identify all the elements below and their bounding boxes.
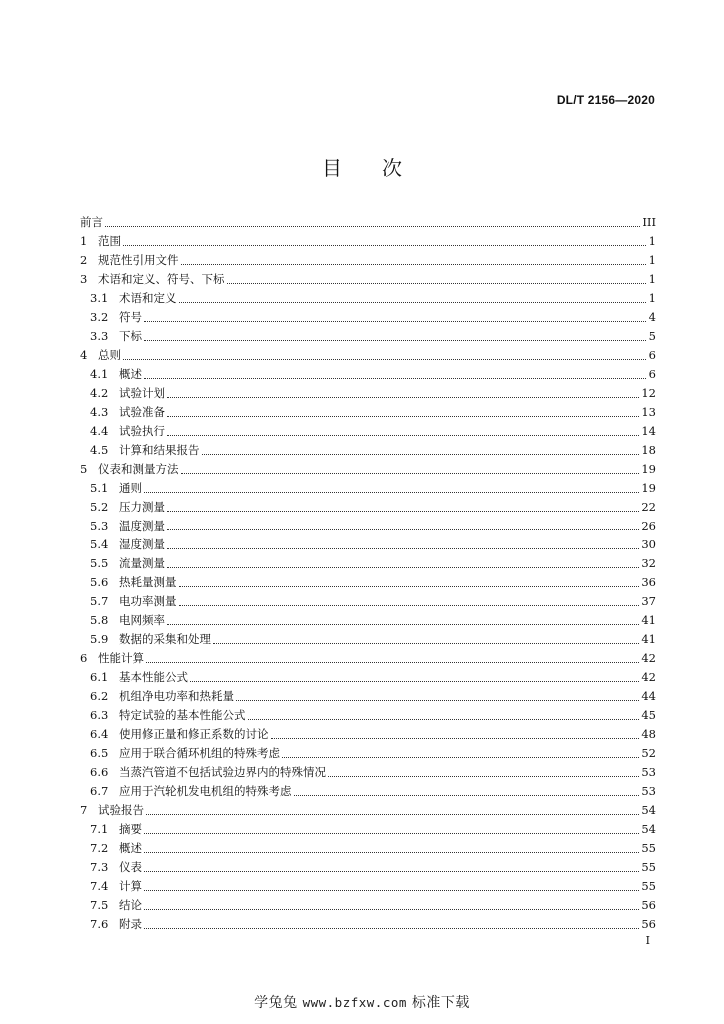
toc-leader-dots: [167, 415, 639, 417]
toc-entry-page: 42: [641, 670, 656, 685]
toc-entry-label: 基本性能公式: [119, 670, 188, 685]
toc-leader-dots: [190, 680, 639, 682]
toc-entry[interactable]: [80, 384, 656, 403]
watermark-site: www.bzfxw.com: [302, 995, 407, 1010]
toc-leader-dots: [179, 604, 640, 606]
toc-entry-number: 7.5: [90, 897, 109, 912]
toc-entry-page: 4: [648, 309, 656, 324]
toc-entry-label: 计算: [119, 878, 142, 893]
toc-leader-dots: [328, 775, 639, 777]
toc-entry-page: 55: [641, 859, 656, 874]
toc-entry-number: 7.3: [90, 859, 109, 874]
toc-entry-label: 湿度测量: [119, 537, 165, 552]
toc-entry-label: 规范性引用文件: [98, 252, 179, 267]
toc-entry-number: 5: [80, 461, 88, 476]
table-of-contents: [80, 213, 656, 934]
document-code: DL/T 2156—2020: [556, 93, 655, 107]
toc-leader-dots: [123, 244, 646, 246]
toc-entry-page: 32: [641, 556, 656, 571]
toc-entry[interactable]: [80, 858, 656, 877]
toc-leader-dots: [179, 585, 640, 587]
toc-leader-dots: [294, 794, 640, 796]
toc-leader-dots: [144, 320, 646, 322]
toc-entry[interactable]: [80, 573, 656, 592]
toc-entry-number: 4: [80, 347, 88, 362]
toc-entry-number: 7.2: [90, 840, 109, 855]
toc-entry[interactable]: [80, 422, 656, 441]
toc-entry-label: 术语和定义、符号、下标: [98, 271, 225, 286]
toc-entry-page: 19: [641, 461, 656, 476]
toc-leader-dots: [167, 528, 639, 530]
toc-entry-number: 6.3: [90, 708, 109, 723]
toc-leader-dots: [167, 623, 639, 625]
toc-entry-page: 37: [641, 594, 656, 609]
toc-entry[interactable]: [80, 441, 656, 460]
toc-leader-dots: [144, 927, 639, 929]
toc-entry-label: 压力测量: [119, 499, 165, 514]
toc-entry-number: 4.5: [90, 442, 109, 457]
toc-entry-number: 5.1: [90, 480, 109, 495]
toc-entry[interactable]: [80, 744, 656, 763]
toc-entry-number: 7.6: [90, 916, 109, 931]
toc-entry-page: 1: [648, 233, 656, 248]
toc-entry-label: 前言: [80, 215, 103, 229]
toc-entry-label: 试验执行: [119, 423, 165, 438]
toc-entry-label: 电网频率: [119, 613, 165, 628]
toc-entry-number: 7: [80, 803, 88, 818]
toc-leader-dots: [105, 225, 640, 227]
toc-entry-page: 1: [648, 252, 656, 267]
toc-entry[interactable]: [80, 668, 656, 687]
toc-leader-dots: [167, 547, 639, 549]
toc-entry[interactable]: [80, 479, 656, 498]
toc-leader-dots: [181, 263, 647, 265]
toc-leader-dots: [167, 510, 639, 512]
toc-leader-dots: [144, 339, 646, 341]
toc-entry-number: 2: [80, 252, 88, 267]
toc-entry-number: 4.3: [90, 404, 109, 419]
toc-entry-number: 6.2: [90, 689, 109, 704]
toc-entry-label: 术语和定义: [119, 290, 177, 305]
toc-leader-dots: [167, 566, 639, 568]
toc-entry-page: 14: [641, 423, 656, 438]
toc-entry[interactable]: [80, 346, 656, 365]
toc-leader-dots: [167, 434, 639, 436]
toc-entry-page: 53: [641, 765, 656, 780]
toc-leader-dots: [179, 301, 647, 303]
toc-entry[interactable]: [80, 365, 656, 384]
toc-entry-number: 5.6: [90, 575, 109, 590]
toc-entry-label: 特定试验的基本性能公式: [119, 708, 246, 723]
toc-entry-page: 54: [641, 803, 656, 818]
toc-entry-number: 6.6: [90, 765, 109, 780]
toc-leader-dots: [144, 908, 639, 910]
toc-entry-page: 55: [641, 878, 656, 893]
toc-entry-page: 56: [641, 897, 656, 912]
toc-entry[interactable]: [80, 289, 656, 308]
toc-entry-label: 应用于联合循环机组的特殊考虑: [119, 746, 280, 761]
toc-leader-dots: [236, 699, 639, 701]
toc-entry-number: 1: [80, 233, 88, 248]
toc-leader-dots: [146, 813, 639, 815]
toc-entry[interactable]: [80, 460, 656, 479]
toc-entry-label: 仪表和测量方法: [98, 461, 179, 476]
toc-entry-page: 30: [641, 537, 656, 552]
toc-entry[interactable]: [80, 270, 656, 289]
toc-leader-dots: [282, 756, 639, 758]
toc-entry-number: 6: [80, 651, 88, 666]
toc-leader-dots: [271, 737, 640, 739]
toc-entry-label: 机组净电功率和热耗量: [119, 689, 234, 704]
toc-entry-label: 试验报告: [98, 803, 144, 818]
toc-entry-label: 总则: [98, 347, 121, 362]
toc-entry-page: 13: [641, 404, 656, 419]
toc-entry-page: 12: [641, 385, 656, 400]
toc-entry-page: 22: [641, 499, 656, 514]
toc-leader-dots: [202, 453, 640, 455]
toc-leader-dots: [144, 870, 639, 872]
toc-entry-page: 42: [641, 651, 656, 666]
toc-entry-label: 通则: [119, 480, 142, 495]
toc-entry-label: 结论: [119, 897, 142, 912]
toc-entry-page: 1: [648, 290, 656, 305]
toc-entry-label: 试验准备: [119, 404, 165, 419]
toc-entry-page: 53: [641, 784, 656, 799]
toc-entry-page: 6: [648, 347, 656, 362]
toc-leader-dots: [144, 889, 639, 891]
toc-entry[interactable]: [80, 403, 656, 422]
toc-entry-label: 计算和结果报告: [119, 442, 200, 457]
toc-entry-number: 5.4: [90, 537, 109, 552]
toc-entry[interactable]: [80, 820, 656, 839]
toc-entry-page: 26: [641, 518, 656, 533]
toc-entry-page: 6: [648, 366, 656, 381]
toc-entry-number: 6.5: [90, 746, 109, 761]
toc-entry-label: 摘要: [119, 822, 142, 836]
toc-entry-page: 19: [641, 480, 656, 495]
toc-entry[interactable]: [80, 251, 656, 270]
toc-entry-page: 54: [641, 822, 656, 836]
toc-entry[interactable]: [80, 915, 656, 934]
toc-entry-label: 试验计划: [119, 385, 165, 400]
toc-entry-number: 3.3: [90, 328, 109, 343]
toc-entry-label: 附录: [119, 916, 142, 931]
toc-leader-dots: [144, 491, 639, 493]
toc-entry-page: 44: [641, 689, 656, 704]
toc-entry-page: 45: [641, 708, 656, 723]
toc-entry-number: 5.7: [90, 594, 109, 609]
toc-entry-number: 3.1: [90, 290, 109, 305]
toc-leader-dots: [144, 832, 639, 834]
toc-entry-number: 5.5: [90, 556, 109, 571]
toc-entry-number: 6.1: [90, 670, 109, 685]
toc-entry[interactable]: [80, 725, 656, 744]
toc-entry-number: 4.1: [90, 366, 109, 381]
toc-entry-page: 18: [641, 442, 656, 457]
toc-entry[interactable]: [80, 877, 656, 896]
toc-entry[interactable]: [80, 687, 656, 706]
toc-entry[interactable]: [80, 649, 656, 668]
toc-entry-label: 流量测量: [119, 556, 165, 571]
toc-entry-label: 应用于汽轮机发电机组的特殊考虑: [119, 784, 292, 799]
toc-entry-number: 7.1: [90, 822, 109, 836]
toc-entry-page: 41: [641, 632, 656, 647]
watermark: [0, 992, 724, 1012]
page-number: I: [645, 934, 650, 947]
toc-entry[interactable]: [80, 592, 656, 611]
toc-entry-page: 41: [641, 613, 656, 628]
toc-entry[interactable]: [80, 327, 656, 346]
toc-entry-page: 52: [641, 746, 656, 761]
toc-entry-label: 下标: [119, 328, 142, 343]
toc-entry-number: 4.4: [90, 423, 109, 438]
toc-entry-number: 5.3: [90, 518, 109, 533]
toc-entry[interactable]: [80, 308, 656, 327]
toc-leader-dots: [123, 358, 646, 360]
toc-entry[interactable]: [80, 232, 656, 251]
toc-entry[interactable]: [80, 801, 656, 820]
toc-entry-number: 7.4: [90, 878, 109, 893]
toc-entry-page: 56: [641, 916, 656, 931]
toc-entry[interactable]: [80, 706, 656, 725]
toc-entry[interactable]: [80, 535, 656, 554]
toc-entry-number: 5.8: [90, 613, 109, 628]
toc-entry[interactable]: [80, 839, 656, 858]
toc-entry-page: 36: [641, 575, 656, 590]
toc-entry-label: 电功率测量: [119, 594, 177, 609]
toc-entry-label: 概述: [119, 366, 142, 381]
toc-entry-number: 5.2: [90, 499, 109, 514]
toc-entry[interactable]: [80, 782, 656, 801]
toc-entry-label: 数据的采集和处理: [119, 632, 211, 647]
toc-entry[interactable]: [80, 517, 656, 536]
toc-leader-dots: [248, 718, 640, 720]
toc-leader-dots: [213, 642, 639, 644]
toc-entry[interactable]: [80, 554, 656, 573]
toc-leader-dots: [181, 472, 640, 474]
toc-entry[interactable]: [80, 611, 656, 630]
toc-entry-number: 3.2: [90, 309, 109, 324]
toc-entry-label: 使用修正量和修正系数的讨论: [119, 727, 269, 742]
page-title: 目次: [322, 156, 442, 180]
toc-entry-page: 55: [641, 840, 656, 855]
toc-entry[interactable]: [80, 763, 656, 782]
watermark-suffix: 标准下载: [411, 995, 470, 1011]
toc-entry-number: 3: [80, 271, 88, 286]
toc-entry-page: III: [642, 215, 656, 229]
toc-entry[interactable]: [80, 630, 656, 649]
toc-entry-page: 48: [641, 727, 656, 742]
toc-entry-label: 范围: [98, 233, 121, 248]
toc-entry-label: 性能计算: [98, 651, 144, 666]
toc-leader-dots: [144, 851, 639, 853]
toc-entry-page: 5: [648, 328, 656, 343]
watermark-prefix: 学兔兔: [254, 995, 298, 1011]
toc-leader-dots: [146, 661, 639, 663]
toc-entry-label: 仪表: [119, 859, 142, 874]
toc-leader-dots: [167, 396, 639, 398]
toc-entry-label: 概述: [119, 840, 142, 855]
toc-entry-page: 1: [648, 271, 656, 286]
toc-leader-dots: [144, 377, 646, 379]
toc-entry[interactable]: [80, 896, 656, 915]
toc-entry-label: 温度测量: [119, 518, 165, 533]
toc-leader-dots: [227, 282, 647, 284]
toc-entry-label: 当蒸汽管道不包括试验边界内的特殊情况: [119, 765, 326, 780]
toc-entry-number: 4.2: [90, 385, 109, 400]
toc-entry[interactable]: [80, 498, 656, 517]
toc-entry-number: 6.7: [90, 784, 109, 799]
toc-entry-number: 6.4: [90, 727, 109, 742]
toc-entry-number: 5.9: [90, 632, 109, 647]
toc-entry[interactable]: [80, 213, 656, 232]
toc-entry-label: 热耗量测量: [119, 575, 177, 590]
toc-entry-label: 符号: [119, 309, 142, 324]
